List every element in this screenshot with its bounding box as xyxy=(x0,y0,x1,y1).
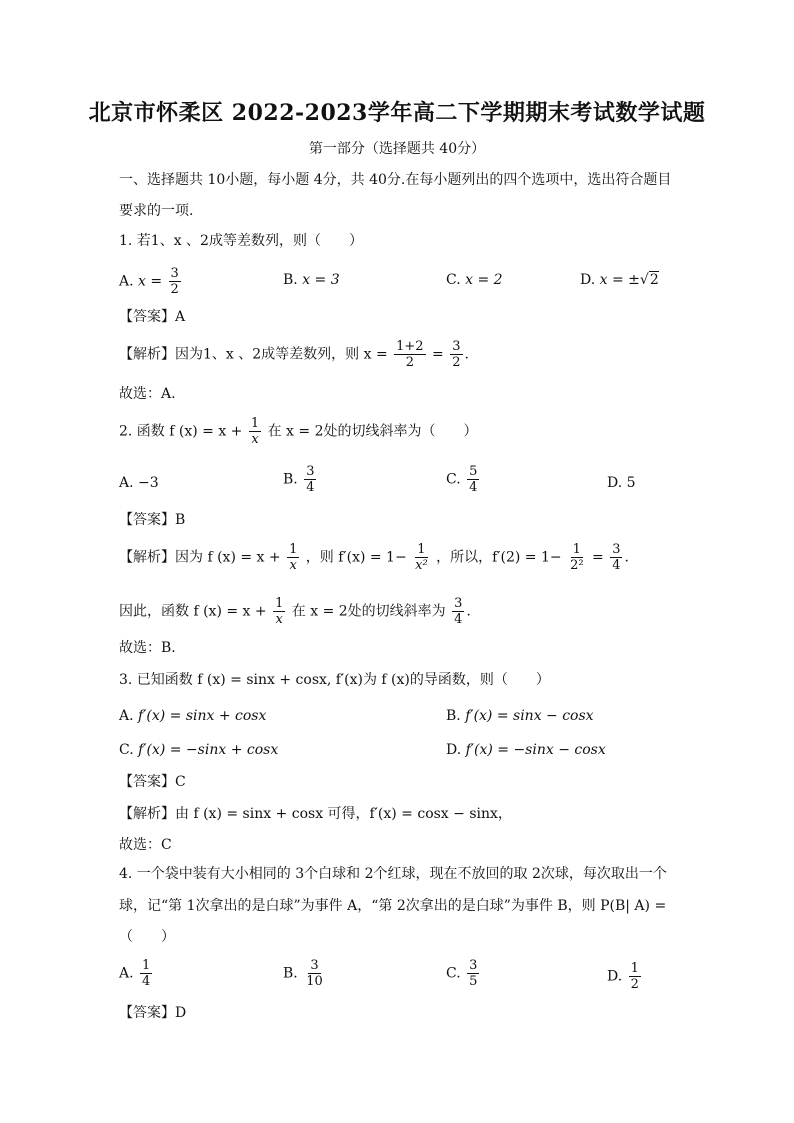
fraction: $\frac{1}{\text{x²}}$ xyxy=(415,542,428,573)
q1-analysis: 【解析】因为1、x 、2成等差数列，则 x = $\frac{1+2}{2}$ = $\frac{3}{2}$ . xyxy=(119,339,469,370)
fraction: $\frac{1}{\text{2²}}$ xyxy=(570,542,584,573)
q2-option-c: C. $\frac{5}{4}$ xyxy=(446,464,478,495)
fraction: $\frac{3}{4}$ xyxy=(454,596,463,627)
q1-option-d: D. x = ±√2 xyxy=(580,272,659,288)
q4-stem-line-3: （ ） xyxy=(119,929,175,945)
q1-option-b: B. x = 3 xyxy=(283,272,340,288)
q1-choose: 故选：A. xyxy=(119,386,176,402)
fraction: $\frac{3}{2}$ xyxy=(170,266,179,297)
q1-answer: 【答案】A xyxy=(119,309,186,325)
fraction: $\frac{1+2}{2}$ xyxy=(396,339,424,370)
q3-analysis: 【解析】由 f (x) = sinx + cosx 可得，f′(x) = cosx − sinx， xyxy=(119,806,512,822)
fraction: $\frac{5}{4}$ xyxy=(469,464,478,495)
fraction: $\frac{1}{2}$ xyxy=(630,961,639,992)
q2-option-b: B. $\frac{3}{4}$ xyxy=(283,464,315,495)
q1-option-c: C. x = 2 xyxy=(446,272,503,288)
q2-analysis-1: 【解析】因为 f (x) = x + $\frac{1}{x}$ ，则 f′(x) = 1− $\frac{1}{\text{x²}}$ ，所以，f′(2) = 1− $\frac{1}{\text{2²}}$ = $\frac{3}{4}$ . xyxy=(119,542,629,573)
instructions-line-2: 要求的一项. xyxy=(119,203,194,219)
q3-option-c: C. f′(x) = −sinx + cosx xyxy=(119,742,279,758)
q1-stem: 1. 若1、x 、2成等差数列，则（ ） xyxy=(119,233,363,249)
q4-option-b: B. $\frac{3}{10}$ xyxy=(283,958,323,989)
q3-option-d: D. f′(x) = −sinx − cosx xyxy=(446,742,606,758)
fraction: $\frac{3}{5}$ xyxy=(469,958,478,989)
q3-choose: 故选：C xyxy=(119,837,172,853)
section-subtitle: 第一部分（选择题共 40分） xyxy=(308,141,486,157)
fraction: $\frac{1}{x}$ xyxy=(289,542,298,573)
q4-stem-line-1: 4. 一个袋中装有大小相同的 3个白球和 2个红球，现在不放回的取 2次球，每次取出一个 xyxy=(119,866,667,882)
fraction: $\frac{1}{4}$ xyxy=(142,958,151,989)
instructions-line-1: 一、选择题共 10小题，每小题 4分，共 40分.在每小题列出的四个选项中，选出符合题目 xyxy=(119,172,672,188)
q2-stem: 2. 函数 f (x) = x + $\frac{1}{x}$ 在 x = 2处的切线斜率为（ ） xyxy=(119,416,478,447)
q4-option-c: C. $\frac{3}{5}$ xyxy=(446,958,478,989)
q1-option-a xyxy=(119,266,183,297)
fraction: $\frac{1}{x}$ xyxy=(275,596,284,627)
option-label: A. xyxy=(119,273,134,290)
q4-stem-line-2: 球，记“第 1次拿出的是白球”为事件 A，“第 2次拿出的是白球”为事件 B，则 P(B| A) = xyxy=(119,898,667,914)
page-title: 北京市怀柔区 2022-2023学年高二下学期期末考试数学试题 xyxy=(88,100,706,126)
fraction: $\frac{3}{10}$ xyxy=(306,958,323,989)
option-text: x = xyxy=(138,273,163,290)
fraction: $\frac{3}{4}$ xyxy=(306,464,315,495)
q4-answer: 【答案】D xyxy=(119,1005,187,1021)
q2-analysis-2: 因此，函数 f (x) = x + $\frac{1}{x}$ 在 x = 2处的切线斜率为 $\frac{3}{4}$ . xyxy=(119,596,471,627)
q4-option-d: D. $\frac{1}{2}$ xyxy=(607,961,639,992)
fraction: $\frac{3}{2}$ xyxy=(452,339,461,370)
q2-choose: 故选：B. xyxy=(119,640,176,656)
q3-option-b: B. f′(x) = sinx − cosx xyxy=(446,708,594,724)
q3-answer: 【答案】C xyxy=(119,774,186,790)
q3-option-a: A. f′(x) = sinx + cosx xyxy=(119,708,267,724)
q2-answer: 【答案】B xyxy=(119,512,186,528)
q4-option-a: A. $\frac{1}{4}$ xyxy=(119,958,151,989)
q3-stem: 3. 已知函数 f (x) = sinx + cosx, f′(x)为 f (x)的导函数，则（ ） xyxy=(119,672,550,688)
fraction: $\frac{1}{x}$ xyxy=(250,416,260,447)
q2-option-a: A. −3 xyxy=(119,475,159,491)
fraction: $\frac{3}{4}$ xyxy=(612,542,621,573)
q2-option-d: D. 5 xyxy=(607,475,636,491)
